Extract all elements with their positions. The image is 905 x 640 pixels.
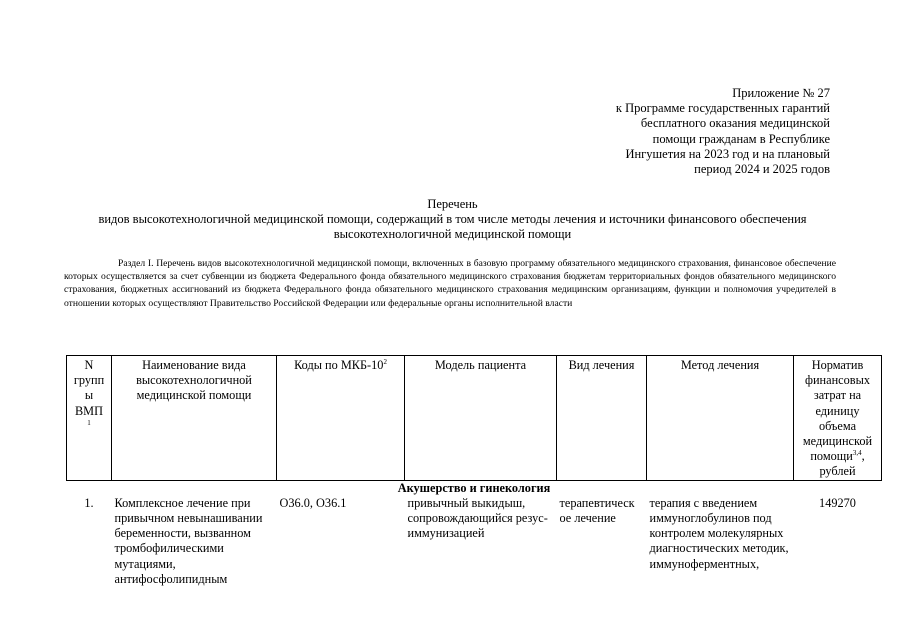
header-treatment-method: Метод лечения xyxy=(647,356,794,481)
header-group-number: N групп ы ВМП $^1$ xyxy=(67,356,112,481)
appendix-line: период 2024 и 2025 годов xyxy=(694,162,830,177)
appendix-line: Приложение № 27 xyxy=(732,86,830,100)
section-text: Раздел I. Перечень видов высокотехнологичной медицинской помощи, включенных в базовую программу обязательного медицинского страхования, финансовое обеспечение которых осуществляется за счет субвенции из бюджета Федерального фонда обязательного медицинского страхования бюджетам территориальных фондов обязательного медицинского страхования, бюджетных ассигнований из бюджета Федерального фонда обязательного медицинского страхования медицинским организациям, функции и полномочия учредителей в отношении которых осуществляют Правительство Российской Федерации или федеральные органы исполнительной власти xyxy=(64,258,836,309)
header-vmp-name: Наименование вида высокотехнологичной медицинской помощи xyxy=(112,356,277,481)
header-icd-codes: Коды по МКБ-$10^2$ xyxy=(277,356,405,481)
cell-cost-norm: 149270 xyxy=(819,495,856,510)
title-line-1: Перечень xyxy=(427,197,478,211)
cell-treatment-type: терапевтическ ое лечение xyxy=(559,495,635,526)
vmp-table xyxy=(66,355,882,587)
table-header-row xyxy=(67,356,882,481)
header-patient-model: Модель пациента xyxy=(405,356,557,481)
cell-vmp-name: Комплексное лечение при привычном невынашивании беременности, вызванном тромбофилическими мутациями, антифосфолипидным xyxy=(114,495,263,586)
section-description xyxy=(64,257,836,310)
cell-treatment-method: терапия с введением иммуноглобулинов под контролем молекулярных диагностических методик, иммуноферментных, xyxy=(649,495,789,571)
appendix-line: Ингушетия на 2023 год и на плановый xyxy=(625,146,830,161)
title-line-2: видов высокотехнологичной медицинской помощи, содержащий в том числе методы лечения и источники финансового обеспечения xyxy=(98,212,807,226)
cell-icd-codes: O36.0, O36.1 xyxy=(279,495,347,510)
appendix-header xyxy=(560,86,830,177)
appendix-line: к Программе государственных гарантий xyxy=(615,101,830,116)
title-line-3: высокотехнологичной медицинской помощи xyxy=(333,227,572,241)
table-section-row xyxy=(67,480,882,496)
cell-group-number: 1. xyxy=(84,495,94,510)
appendix-line: бесплатного оказания медицинской xyxy=(640,116,830,131)
header-treatment-type: Вид лечения xyxy=(557,356,647,481)
cell-patient-model: привычный выкидыш, сопровождающийся резус-иммунизацией xyxy=(407,495,548,541)
section-title: Акушерство и гинекология xyxy=(397,480,551,495)
appendix-line: помощи гражданам в Республике xyxy=(652,131,830,146)
table-row xyxy=(67,496,882,587)
document-title xyxy=(40,197,865,242)
header-cost-norm: Норматив финансовых затрат на единицу объема медицинской помощи$^{3,4}$, рублей xyxy=(794,356,882,481)
